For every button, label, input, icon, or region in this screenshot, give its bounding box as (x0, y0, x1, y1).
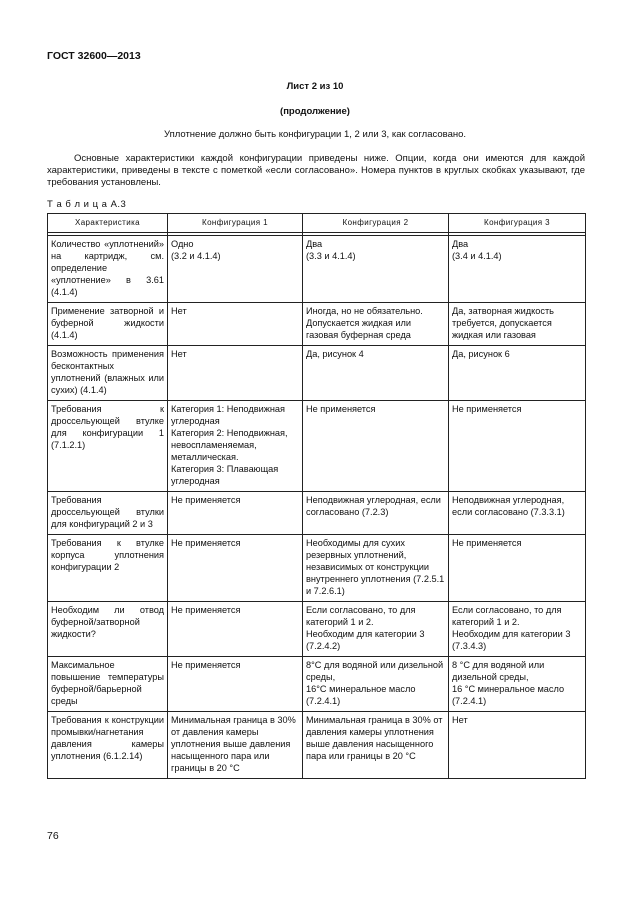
table-row (48, 303, 586, 346)
table-cell: Да, рисунок 4 (303, 346, 449, 401)
table-cell: Иногда, но не обязательно. Допускается жидкая или газовая буферная среда (303, 303, 449, 346)
table-row (48, 657, 586, 712)
column-header: Характеристика (48, 214, 168, 233)
table-cell: Одно (3.2 и 4.1.4) (168, 236, 303, 303)
table-row (48, 535, 586, 602)
table-cell: Неподвижная углеродная, если согласовано (7.3.3.1) (449, 492, 586, 535)
table-cell: Минимальная граница в 30% от давления камеры уплотнения выше давления насыщенного пара или границы в 20 °С (168, 712, 303, 779)
column-header: Конфигурация 3 (449, 214, 586, 233)
table-cell: Если согласовано, то для категорий 1 и 2. Необходим для категории 3 (7.2.4.2) (303, 602, 449, 657)
table-row (48, 346, 586, 401)
table-cell: Необходимы для сухих резервных уплотнений, независимых от конструкции внутреннего уплотнения (7.2.5.1 и 7.2.6.1) (303, 535, 449, 602)
table-cell: Нет (168, 346, 303, 401)
table-cell: Необходим ли отвод буферной/затворной жидкости? (48, 602, 168, 657)
document-header: ГОСТ 32600—2013 (47, 50, 141, 62)
table-row (48, 236, 586, 303)
table-cell: Требования к втулке корпуса уплотнения конфигурации 2 (48, 535, 168, 602)
table-cell: Два (3.4 и 4.1.4) (449, 236, 586, 303)
table-cell: Не применяется (449, 401, 586, 492)
table-cell: Не применяется (303, 401, 449, 492)
sheet-title: Лист 2 из 10 (286, 81, 344, 92)
table-caption: Т а б л и ц а А.3 (47, 199, 127, 210)
continued-label: (продолжение) (280, 106, 350, 117)
table-cell: Требования к дроссельующей втулке для конфигурации 1 (7.1.2.1) (48, 401, 168, 492)
table-cell: Да, затворная жидкость требуется, допускается жидкая или газовая (449, 303, 586, 346)
table-cell: Да, рисунок 6 (449, 346, 586, 401)
table-cell: Требования к конструкции промывки/нагнетания давления камеры уплотнения (6.1.2.14) (48, 712, 168, 779)
table-row (48, 712, 586, 779)
table-cell: Два (3.3 и 4.1.4) (303, 236, 449, 303)
table-cell: Не применяется (168, 657, 303, 712)
table-cell: Применение затворной и буферной жидкости (4.1.4) (48, 303, 168, 346)
table-cell: 8°С для водяной или дизельной среды, 16°С минеральное масло (7.2.4.1) (303, 657, 449, 712)
body-paragraph: Основные характеристики каждой конфигурации приведены ниже. Опции, когда они имеются для каждой характеристики, приведены в тексте с пометкой «если согласовано». Номера пунктов в круглых скобках указывают, где требования установлены. (47, 153, 585, 188)
table-row (48, 492, 586, 535)
table-cell: Минимальная граница в 30% от давления камеры уплотнения выше давления насыщенного пара или границы в 20 °С (303, 712, 449, 779)
table-cell: Максимальное повышение температуры буферной/барьерной среды (48, 657, 168, 712)
table-cell: Не применяется (168, 602, 303, 657)
table-cell: Неподвижная углеродная, если согласовано (7.2.3) (303, 492, 449, 535)
table-cell: Возможность применения бесконтактных уплотнений (влажных или сухих) (4.1.4) (48, 346, 168, 401)
table-cell: Нет (449, 712, 586, 779)
table-cell: Нет (168, 303, 303, 346)
column-header: Конфигурация 1 (168, 214, 303, 233)
page-number: 76 (47, 830, 59, 842)
table-cell: Требования дроссельующей втулки для конфигураций 2 и 3 (48, 492, 168, 535)
table-row (48, 401, 586, 492)
table-cell: Не применяется (168, 535, 303, 602)
configuration-table (47, 213, 586, 779)
column-header: Конфигурация 2 (303, 214, 449, 233)
table-body (48, 233, 586, 779)
table-cell: Не применяется (168, 492, 303, 535)
table-header-row (48, 214, 586, 233)
table-cell: Категория 1: Неподвижная углеродная Категория 2: Неподвижная, невоспламеняемая, металлическая. Категория 3: Плавающая углеродная (168, 401, 303, 492)
table-cell: Не применяется (449, 535, 586, 602)
table-row (48, 602, 586, 657)
table-cell: 8 °С для водяной или дизельной среды, 16 °С минеральное масло (7.2.4.1) (449, 657, 586, 712)
intro-text: Уплотнение должно быть конфигурации 1, 2 или 3, как согласовано. (163, 129, 467, 140)
table-cell: Если согласовано, то для категорий 1 и 2. Необходим для категории 3 (7.3.4.3) (449, 602, 586, 657)
table-cell: Количество «уплотнений» на картридж, см. определение «уплотнение» в 3.61 (4.1.4) (48, 236, 168, 303)
